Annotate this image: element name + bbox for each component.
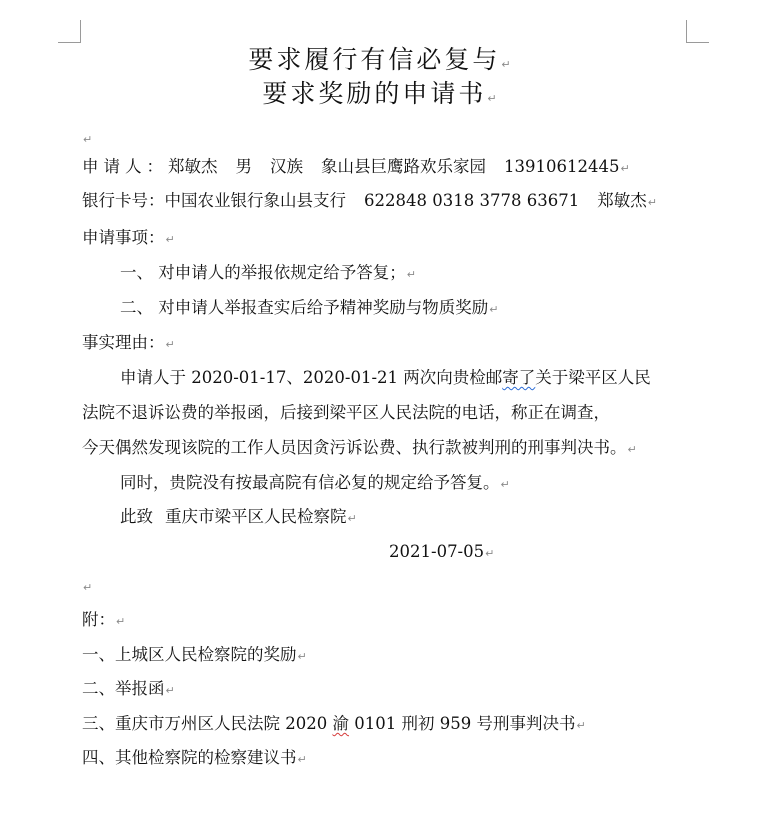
bank-line: 银行卡号：中国农业银行象山县支行 622848 0318 3778 63671 郑敏杰↵ bbox=[82, 191, 657, 210]
applicant-phone: 13910612445 bbox=[504, 157, 620, 176]
attachments-label: 附：↵ bbox=[82, 610, 126, 629]
closing-recipient: 重庆市梁平区人民检察院 bbox=[165, 507, 347, 526]
facts-paragraph-1-line-2: 法院不退诉讼费的举报函，后接到梁平区人民法院的电话，称正在调查， bbox=[82, 403, 610, 422]
bank-card-number: 622848 0318 3778 63671 bbox=[364, 191, 580, 210]
attachment-item-4: 四、其他检察院的检察建议书↵ bbox=[82, 748, 307, 767]
document-date: 2021-07-05↵ bbox=[389, 542, 495, 561]
applicant-ethnicity: 汉族 bbox=[270, 157, 303, 176]
spelling-flag: 渝 bbox=[332, 714, 349, 733]
bank-card-holder: 郑敏杰 bbox=[597, 191, 647, 210]
bank-name: 中国农业银行象山县支行 bbox=[164, 191, 346, 210]
attachment-item-3: 三、重庆市万州区人民法院 2020 渝 0101 刑初 959 号刑事判决书↵ bbox=[82, 714, 586, 733]
request-item-1: 一、 对申请人的举报依规定给予答复；↵ bbox=[120, 263, 416, 282]
bank-label: 银行卡号： bbox=[82, 191, 165, 210]
attachment-item-1: 一、上城区人民检察院的奖励↵ bbox=[82, 645, 307, 664]
applicant-line: 申请人：郑敏杰 男 汉族 象山县巨鹰路欢乐家园 13910612445↵ bbox=[82, 157, 630, 176]
applicant-label: 申请人： bbox=[82, 157, 168, 176]
closing-label: 此致 bbox=[120, 507, 153, 526]
requests-label: 申请事项：↵ bbox=[82, 228, 175, 247]
facts-paragraph-2: 同时，贵院没有按最高院有信必复的规定给予答复。↵ bbox=[120, 473, 510, 492]
applicant-address: 象山县巨鹰路欢乐家园 bbox=[321, 157, 486, 176]
page-corner-top-left bbox=[58, 20, 81, 43]
applicant-gender: 男 bbox=[235, 157, 252, 176]
blank-line: ↵ bbox=[83, 133, 93, 146]
document-title-line-2: 要求奖励的申请书↵ bbox=[262, 79, 500, 108]
closing-line: 此致 重庆市梁平区人民检察院↵ bbox=[120, 507, 357, 526]
facts-paragraph-1-line-3: 今天偶然发现该院的工作人员因贪污诉讼费、执行款被判刑的刑事判决书。↵ bbox=[82, 438, 637, 457]
request-item-2: 二、 对申请人举报查实后给予精神奖励与物质奖励↵ bbox=[120, 298, 499, 317]
attachment-item-2: 二、举报函↵ bbox=[82, 679, 175, 698]
grammar-flag: 寄了 bbox=[502, 368, 536, 387]
facts-label: 事实理由：↵ bbox=[82, 333, 175, 352]
facts-paragraph-1-line-1: 申请人于 2020-01-17、2020-01-21 两次向贵检邮寄了关于梁平区人民 bbox=[120, 368, 651, 387]
document-title-line-1: 要求履行有信必复与↵ bbox=[248, 45, 514, 74]
page-corner-top-right bbox=[686, 20, 709, 43]
blank-line: ↵ bbox=[83, 581, 93, 594]
applicant-name: 郑敏杰 bbox=[168, 157, 218, 176]
